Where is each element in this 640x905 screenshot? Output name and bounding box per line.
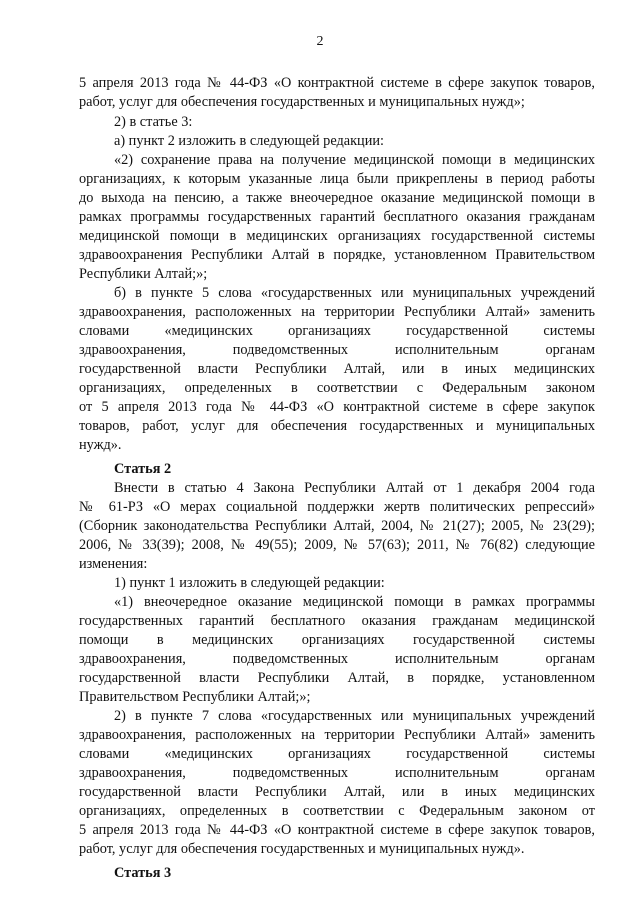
text-line: Внести в статью 4 Закона Республики Алтай от 1 декабря 2004 года (114, 480, 595, 496)
text-line: товаров, работ, услуг для обеспечения государственных и муниципальных (79, 418, 595, 434)
text-line: помощи в медицинских организациях государственной системы (79, 632, 595, 648)
text-line: Республики Алтай;»; (79, 266, 208, 282)
text-line: государственной власти Республики Алтай, или в иных медицинских (79, 361, 595, 377)
text-line: здравоохранения, расположенных на территории Республики Алтай» заменить (79, 727, 595, 743)
text-line: здравоохранения Республики Алтай в порядке, установленном Правительством (79, 247, 595, 263)
text-line: здравоохранения, подведомственных исполнительным органам (79, 342, 595, 358)
text-line: 5 апреля 2013 года № 44-ФЗ «О контрактной системе в сфере закупок товаров, (79, 75, 595, 91)
text-line: работ, услуг для обеспечения государственных и муниципальных нужд». (79, 841, 525, 857)
text-line: нужд». (79, 437, 122, 453)
text-line: государственной власти Республики Алтай, или в иных медицинских (79, 784, 595, 800)
text-line: здравоохранения, подведомственных исполнительным органам (79, 765, 595, 781)
text-line: 5 апреля 2013 года № 44-ФЗ «О контрактной системе в сфере закупок товаров, (79, 822, 595, 838)
text-line: № 61-РЗ «О мерах социальной поддержки жертв политических репрессий» (79, 499, 595, 515)
article-heading: Статья 2 (114, 461, 172, 477)
text-line: «2) сохранение права на получение медицинской помощи в медицинских (114, 152, 595, 168)
text-line: изменения: (79, 556, 148, 572)
text-line: работ, услуг для обеспечения государственных и муниципальных нужд»; (79, 94, 525, 110)
text-line: «1) внеочередное оказание медицинской помощи в рамках программы (114, 594, 595, 610)
text-line: 2) в статье 3: (114, 114, 193, 130)
text-line: государственных гарантий бесплатного оказания гражданам медицинской (79, 613, 595, 629)
text-line: здравоохранения, расположенных на территории Республики Алтай» заменить (79, 304, 595, 320)
text-line: государственной власти Республики Алтай, в порядке, установленном (79, 670, 595, 686)
text-line: рамках программы государственных гарантий бесплатного оказания гражданам (79, 209, 595, 225)
text-line: медицинской помощи в медицинских организациях государственной системы (79, 228, 595, 244)
text-line: словами «медицинских организациях государственной системы (79, 323, 595, 339)
text-line: б) в пункте 5 слова «государственных или муниципальных учреждений (114, 285, 595, 301)
text-line: 2) в пункте 7 слова «государственных или муниципальных учреждений (114, 708, 595, 724)
text-line: 2006, № 33(39); 2008, № 49(55); 2009, № 57(63); 2011, № 76(82) следующие (79, 537, 595, 553)
text-line: Правительством Республики Алтай;»; (79, 689, 311, 705)
text-line: организациях, определенных в соответствии с Федеральным законом от (79, 803, 595, 819)
text-line: 1) пункт 1 изложить в следующей редакции: (114, 575, 385, 591)
text-line: организациях, к которым указанные лица были прикреплены в период работы (79, 171, 595, 187)
text-line: здравоохранения, подведомственных исполнительным органам (79, 651, 595, 667)
text-line: словами «медицинских организациях государственной системы (79, 746, 595, 762)
article-heading: Статья 3 (114, 865, 172, 881)
text-line: (Сборник законодательства Республики Алтай, 2004, № 21(27); 2005, № 23(29); (79, 518, 595, 534)
text-line: от 5 апреля 2013 года № 44-ФЗ «О контрактной системе в сфере закупок (79, 399, 595, 415)
text-line: а) пункт 2 изложить в следующей редакции: (114, 133, 384, 149)
page-number: 2 (316, 34, 324, 49)
text-line: организациях, определенных в соответствии с Федеральным законом (79, 380, 595, 396)
text-line: до выхода на пенсию, а также внеочередное оказание медицинской помощи в (79, 190, 595, 206)
